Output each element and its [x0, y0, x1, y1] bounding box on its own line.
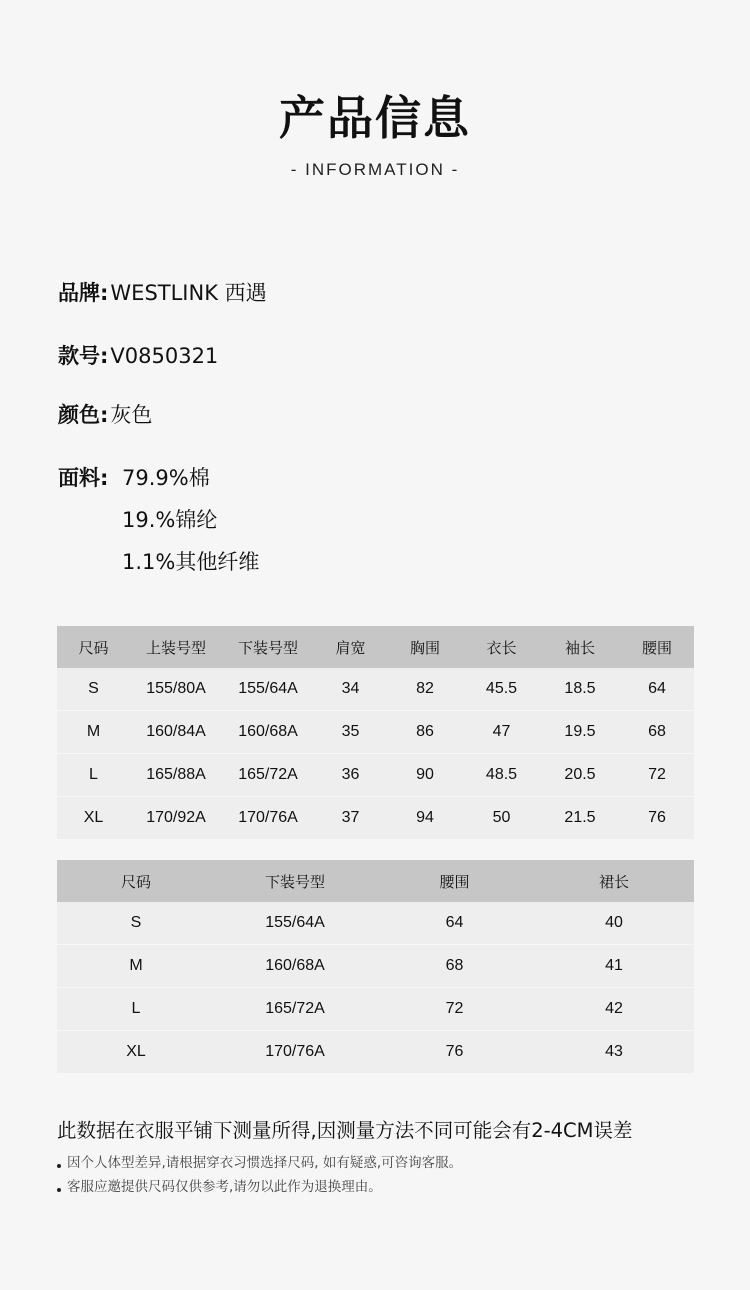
- table-cell: 76: [375, 1031, 534, 1074]
- table-cell: 86: [387, 711, 463, 754]
- table-cell: 90: [387, 754, 463, 797]
- col-header: 肩宽: [314, 626, 387, 668]
- table-cell: 40: [534, 902, 694, 945]
- size-table-full: [57, 626, 694, 839]
- style-label: 款号:: [58, 344, 109, 368]
- table-cell: 165/72A: [215, 988, 375, 1031]
- table-cell: 68: [375, 945, 534, 988]
- table-header-row: [57, 860, 694, 902]
- table-cell: 72: [375, 988, 534, 1031]
- note-text: 客服应邀提供尺码仅供参考,请勿以此作为退换理由。: [67, 1179, 382, 1195]
- table-cell: 50: [463, 797, 540, 840]
- col-header: 下装号型: [222, 626, 314, 668]
- color-label: 颜色:: [58, 403, 109, 427]
- table-cell: 64: [620, 668, 694, 711]
- table-cell: L: [57, 754, 130, 797]
- table-row: [57, 797, 694, 840]
- table-cell: XL: [57, 1031, 215, 1074]
- col-header: 腰围: [375, 860, 534, 902]
- table-row: [57, 668, 694, 711]
- table-cell: 19.5: [540, 711, 620, 754]
- brand-row: [58, 279, 267, 307]
- fabric-line: 19.%锦纶: [122, 508, 218, 532]
- table-row: [57, 754, 694, 797]
- fabric-line: 1.1%其他纤维: [122, 550, 260, 574]
- table-cell: 36: [314, 754, 387, 797]
- fabric-row: [58, 464, 108, 492]
- note-text: 因个人体型差异,请根据穿衣习惯选择尺码, 如有疑惑,可咨询客服。: [67, 1155, 463, 1171]
- bullet-icon: [57, 1164, 61, 1168]
- table-cell: 160/68A: [222, 711, 314, 754]
- table-cell: 42: [534, 988, 694, 1031]
- col-header: 裙长: [534, 860, 694, 902]
- fabric-label: 面料:: [58, 466, 109, 490]
- col-header: 衣长: [463, 626, 540, 668]
- table-cell: 155/80A: [130, 668, 222, 711]
- table-cell: M: [57, 945, 215, 988]
- table-cell: L: [57, 988, 215, 1031]
- table-cell: 43: [534, 1031, 694, 1074]
- fabric-line: 79.9%棉: [122, 466, 210, 490]
- table-cell: 41: [534, 945, 694, 988]
- col-header: 尺码: [57, 626, 130, 668]
- col-header: 上装号型: [130, 626, 222, 668]
- table-cell: 155/64A: [222, 668, 314, 711]
- table-cell: S: [57, 902, 215, 945]
- table-cell: 45.5: [463, 668, 540, 711]
- note-item: [57, 1177, 382, 1197]
- col-header: 袖长: [540, 626, 620, 668]
- table-cell: 64: [375, 902, 534, 945]
- table-cell: 76: [620, 797, 694, 840]
- table-row: [57, 1031, 694, 1074]
- note-item: [57, 1153, 462, 1173]
- bullet-icon: [57, 1188, 61, 1192]
- table-cell: 34: [314, 668, 387, 711]
- table-cell: 160/68A: [215, 945, 375, 988]
- size-table-bottoms: [57, 860, 694, 1073]
- color-row: [58, 401, 152, 429]
- table-cell: 94: [387, 797, 463, 840]
- col-header: 下装号型: [215, 860, 375, 902]
- table-cell: 18.5: [540, 668, 620, 711]
- page-subtitle: - INFORMATION -: [290, 160, 460, 179]
- table-cell: 21.5: [540, 797, 620, 840]
- table-cell: 37: [314, 797, 387, 840]
- table-row: [57, 945, 694, 988]
- table-cell: 72: [620, 754, 694, 797]
- page-title: 产品信息: [279, 91, 471, 145]
- style-value: V0850321: [110, 344, 219, 368]
- table-cell: M: [57, 711, 130, 754]
- table-cell: 68: [620, 711, 694, 754]
- table-row: [57, 902, 694, 945]
- table-cell: 170/76A: [222, 797, 314, 840]
- table-cell: 47: [463, 711, 540, 754]
- table-cell: 82: [387, 668, 463, 711]
- color-value: 灰色: [110, 403, 153, 427]
- table-row: [57, 711, 694, 754]
- table-header-row: [57, 626, 694, 668]
- col-header: 尺码: [57, 860, 215, 902]
- table-cell: 160/84A: [130, 711, 222, 754]
- brand-label: 品牌:: [58, 281, 109, 305]
- table-row: [57, 988, 694, 1031]
- measurement-note: 此数据在衣服平铺下测量所得,因测量方法不同可能会有2-4CM误差: [57, 1119, 633, 1142]
- style-row: [58, 342, 218, 370]
- table-cell: 170/92A: [130, 797, 222, 840]
- table-cell: XL: [57, 797, 130, 840]
- table-cell: S: [57, 668, 130, 711]
- col-header: 腰围: [620, 626, 694, 668]
- table-cell: 170/76A: [215, 1031, 375, 1074]
- col-header: 胸围: [387, 626, 463, 668]
- table-cell: 48.5: [463, 754, 540, 797]
- table-cell: 155/64A: [215, 902, 375, 945]
- table-cell: 165/88A: [130, 754, 222, 797]
- table-cell: 35: [314, 711, 387, 754]
- brand-value: WESTLINK 西遇: [110, 281, 267, 305]
- table-cell: 20.5: [540, 754, 620, 797]
- table-cell: 165/72A: [222, 754, 314, 797]
